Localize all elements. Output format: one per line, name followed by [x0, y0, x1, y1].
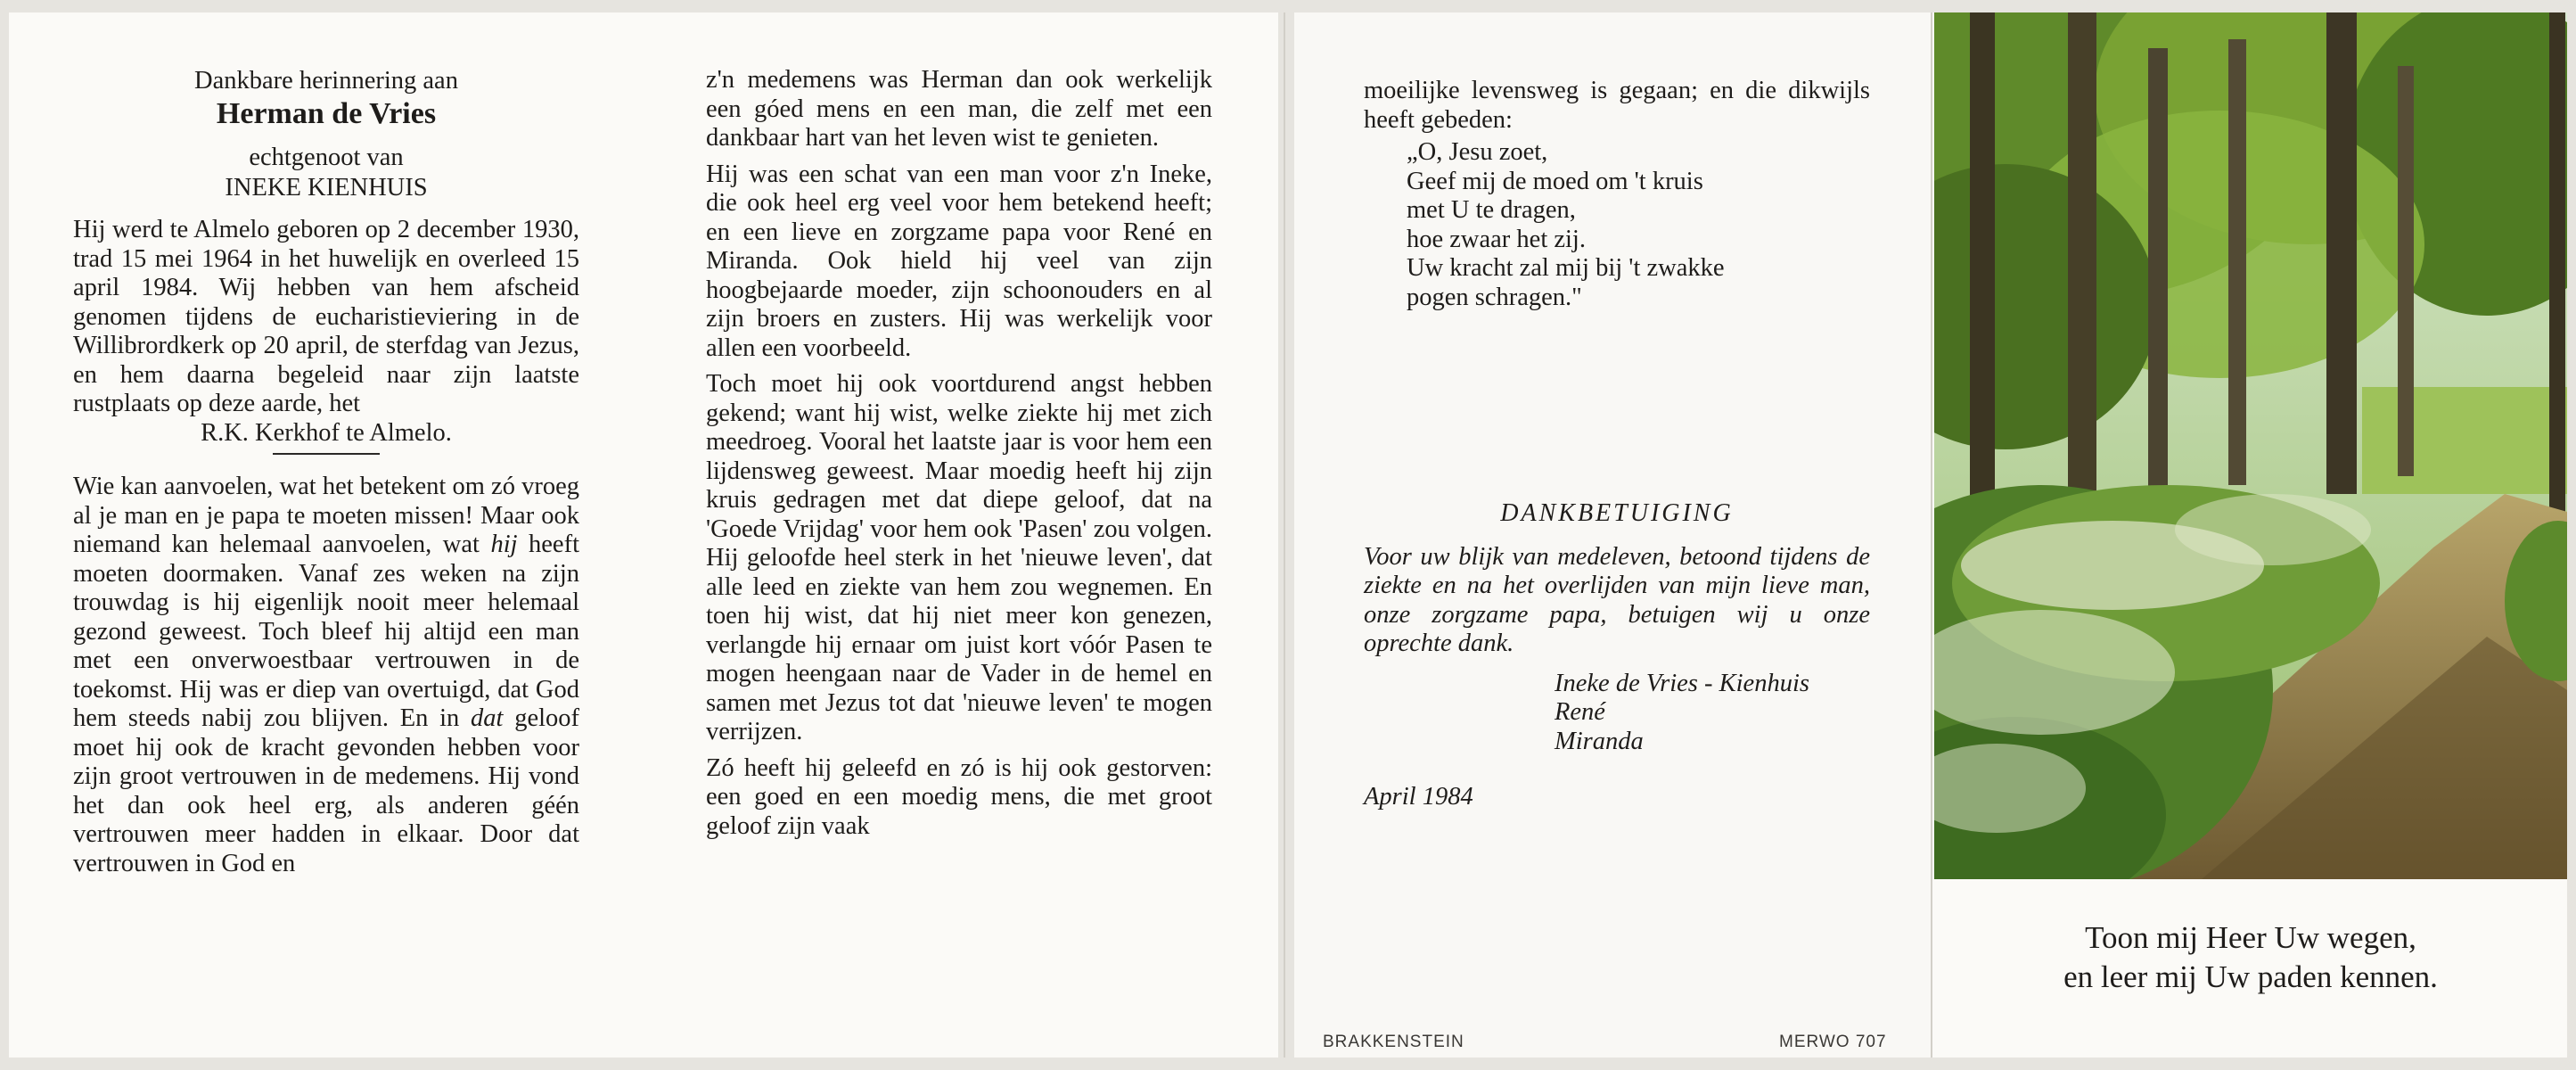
thanks-heading: DANKBETUIGING: [1500, 499, 1734, 527]
thanks-column: [1364, 77, 1870, 812]
fold-line: [1931, 12, 1932, 1058]
product-code: MERWO 707: [1779, 1033, 1887, 1051]
poem-line: Geef mij de moed om 't kruis: [1407, 167, 1703, 195]
caption-line: Toon mij Heer Uw wegen,: [2085, 920, 2416, 955]
caption-line: en leer mij Uw paden kennen.: [2063, 959, 2438, 994]
poem-line: pogen schragen.": [1407, 283, 1582, 311]
tribute-paragraph: Wie kan aanvoelen, wat het betekent om zó vroeg al je man en je papa te moeten missen! Maar ook niemand kan helemaal aanvoelen, wat hij heeft moeten doormaken. Vanaf zes weken na zijn trouwdag is hij eigenlijk nooit meer helemaal gezond geweest. Toch bleef hij altijd een man met een onverwoestbaar vertrouwen in de toekomst. Hij was er diep van overtuigd, dat God hem steeds nabij zou blijven. En in dat geloof moet hij ook de kracht gevonden hebben voor zijn groot vertrouwen in de medemens. Hij vond het dan ook heel erg, als anderen géén vertrouwen meer hadden in elkaar. Door dat vertrouwen in God en: [73, 473, 580, 877]
biography-end: R.K. Kerkhof te Almelo.: [201, 418, 452, 447]
spouse-name: INEKE KIENHUIS: [225, 174, 428, 202]
signature-line: Miranda: [1555, 727, 1644, 755]
signature-line: René: [1555, 698, 1605, 726]
prayer-poem: [1364, 138, 1870, 312]
thanks-body: Voor uw blijk van medeleven, betoond tijdens de ziekte en na het overlijden van mijn lieve man, onze zorgzame papa, betuigen wij u onze oprechte dank.: [1364, 542, 1870, 657]
memorial-right-column: [706, 66, 1212, 848]
memorial-heading: Dankbare herinnering aan: [194, 67, 458, 95]
spouse-label: echtgenoot van: [249, 144, 404, 171]
tribute-paragraph: Toch moet hij ook voortdurend angst hebben gekend; want hij wist, welke ziekte hij met zich meedroeg. Vooral het laatste jaar is voor hem een lijdensweg geweest. Maar moedig heeft hij zijn kruis gedragen met dat diepe geloof, dat na 'Goede Vrijdag' voor hem ook 'Pasen' zou volgen. Hij geloofde heel sterk in het 'nieuwe leven', dat alle leed en ziekte van hem zou wegnemen. En toen hij wist, dat hij niet meer kon genezen, verlangde hij ernaar om juist kort vóór Pasen te mogen heengaan naar de Vader in de hemel en samen met Jezus tot dat 'nieuwe leven' te mogen verrijzen.: [706, 370, 1212, 745]
card-date: April 1984: [1364, 783, 1473, 811]
poem-line: Uw kracht zal mij bij 't zwakke: [1407, 254, 1725, 282]
photo-caption: [1934, 918, 2567, 997]
poem-line: met U te dragen,: [1407, 196, 1576, 224]
biography-text: Hij werd te Almelo geboren op 2 december 1930, trad 15 mei 1964 in het huwelijk en overleed 15 april 1984. Wij hebben van hem afscheid genomen tijdens de eucharistieviering in de Willibrordkerk op 20 april, de sterfdag van Jezus, en hem daarna begeleid naar zijn laatste rustplaats op deze aarde, het: [73, 216, 579, 417]
publisher-label: BRAKKENSTEIN: [1323, 1033, 1464, 1051]
tribute-paragraph: z'n medemens was Herman dan ook werkelijk een góed mens en een man, die zelf met een dankbaar hart van het leven wist te genieten.: [706, 66, 1212, 152]
prayer-intro: moeilijke levensweg is gegaan; en die dikwijls heeft gebeden:: [1364, 77, 1870, 134]
poem-line: „O, Jesu zoet,: [1407, 138, 1548, 166]
poem-line: hoe zwaar het zij.: [1407, 225, 1586, 253]
landscape-image: [1934, 12, 2567, 879]
deceased-name: Herman de Vries: [216, 97, 437, 130]
memorial-left-column: [73, 66, 579, 885]
section-divider: [273, 453, 380, 455]
tribute-paragraph: Hij was een schat van een man voor z'n Ineke, die ook heel erg veel voor hem betekend heeft; en een lieve en zorgzame papa voor René en Miranda. Ook hield hij veel van zijn hoogbejaarde moeder, zijn schoonouders en al zijn broers en zusters. Hij was werkelijk voor allen een voorbeeld.: [706, 160, 1212, 362]
tribute-paragraph: Zó heeft hij geleefd en zó is hij ook gestorven: een goed en een moedig mens, die met groot geloof zijn vaak: [706, 753, 1212, 840]
signature-line: Ineke de Vries - Kienhuis: [1555, 669, 1809, 697]
tree-lined-path-photo: [1934, 12, 2567, 879]
fold-line: [1284, 12, 1285, 1058]
